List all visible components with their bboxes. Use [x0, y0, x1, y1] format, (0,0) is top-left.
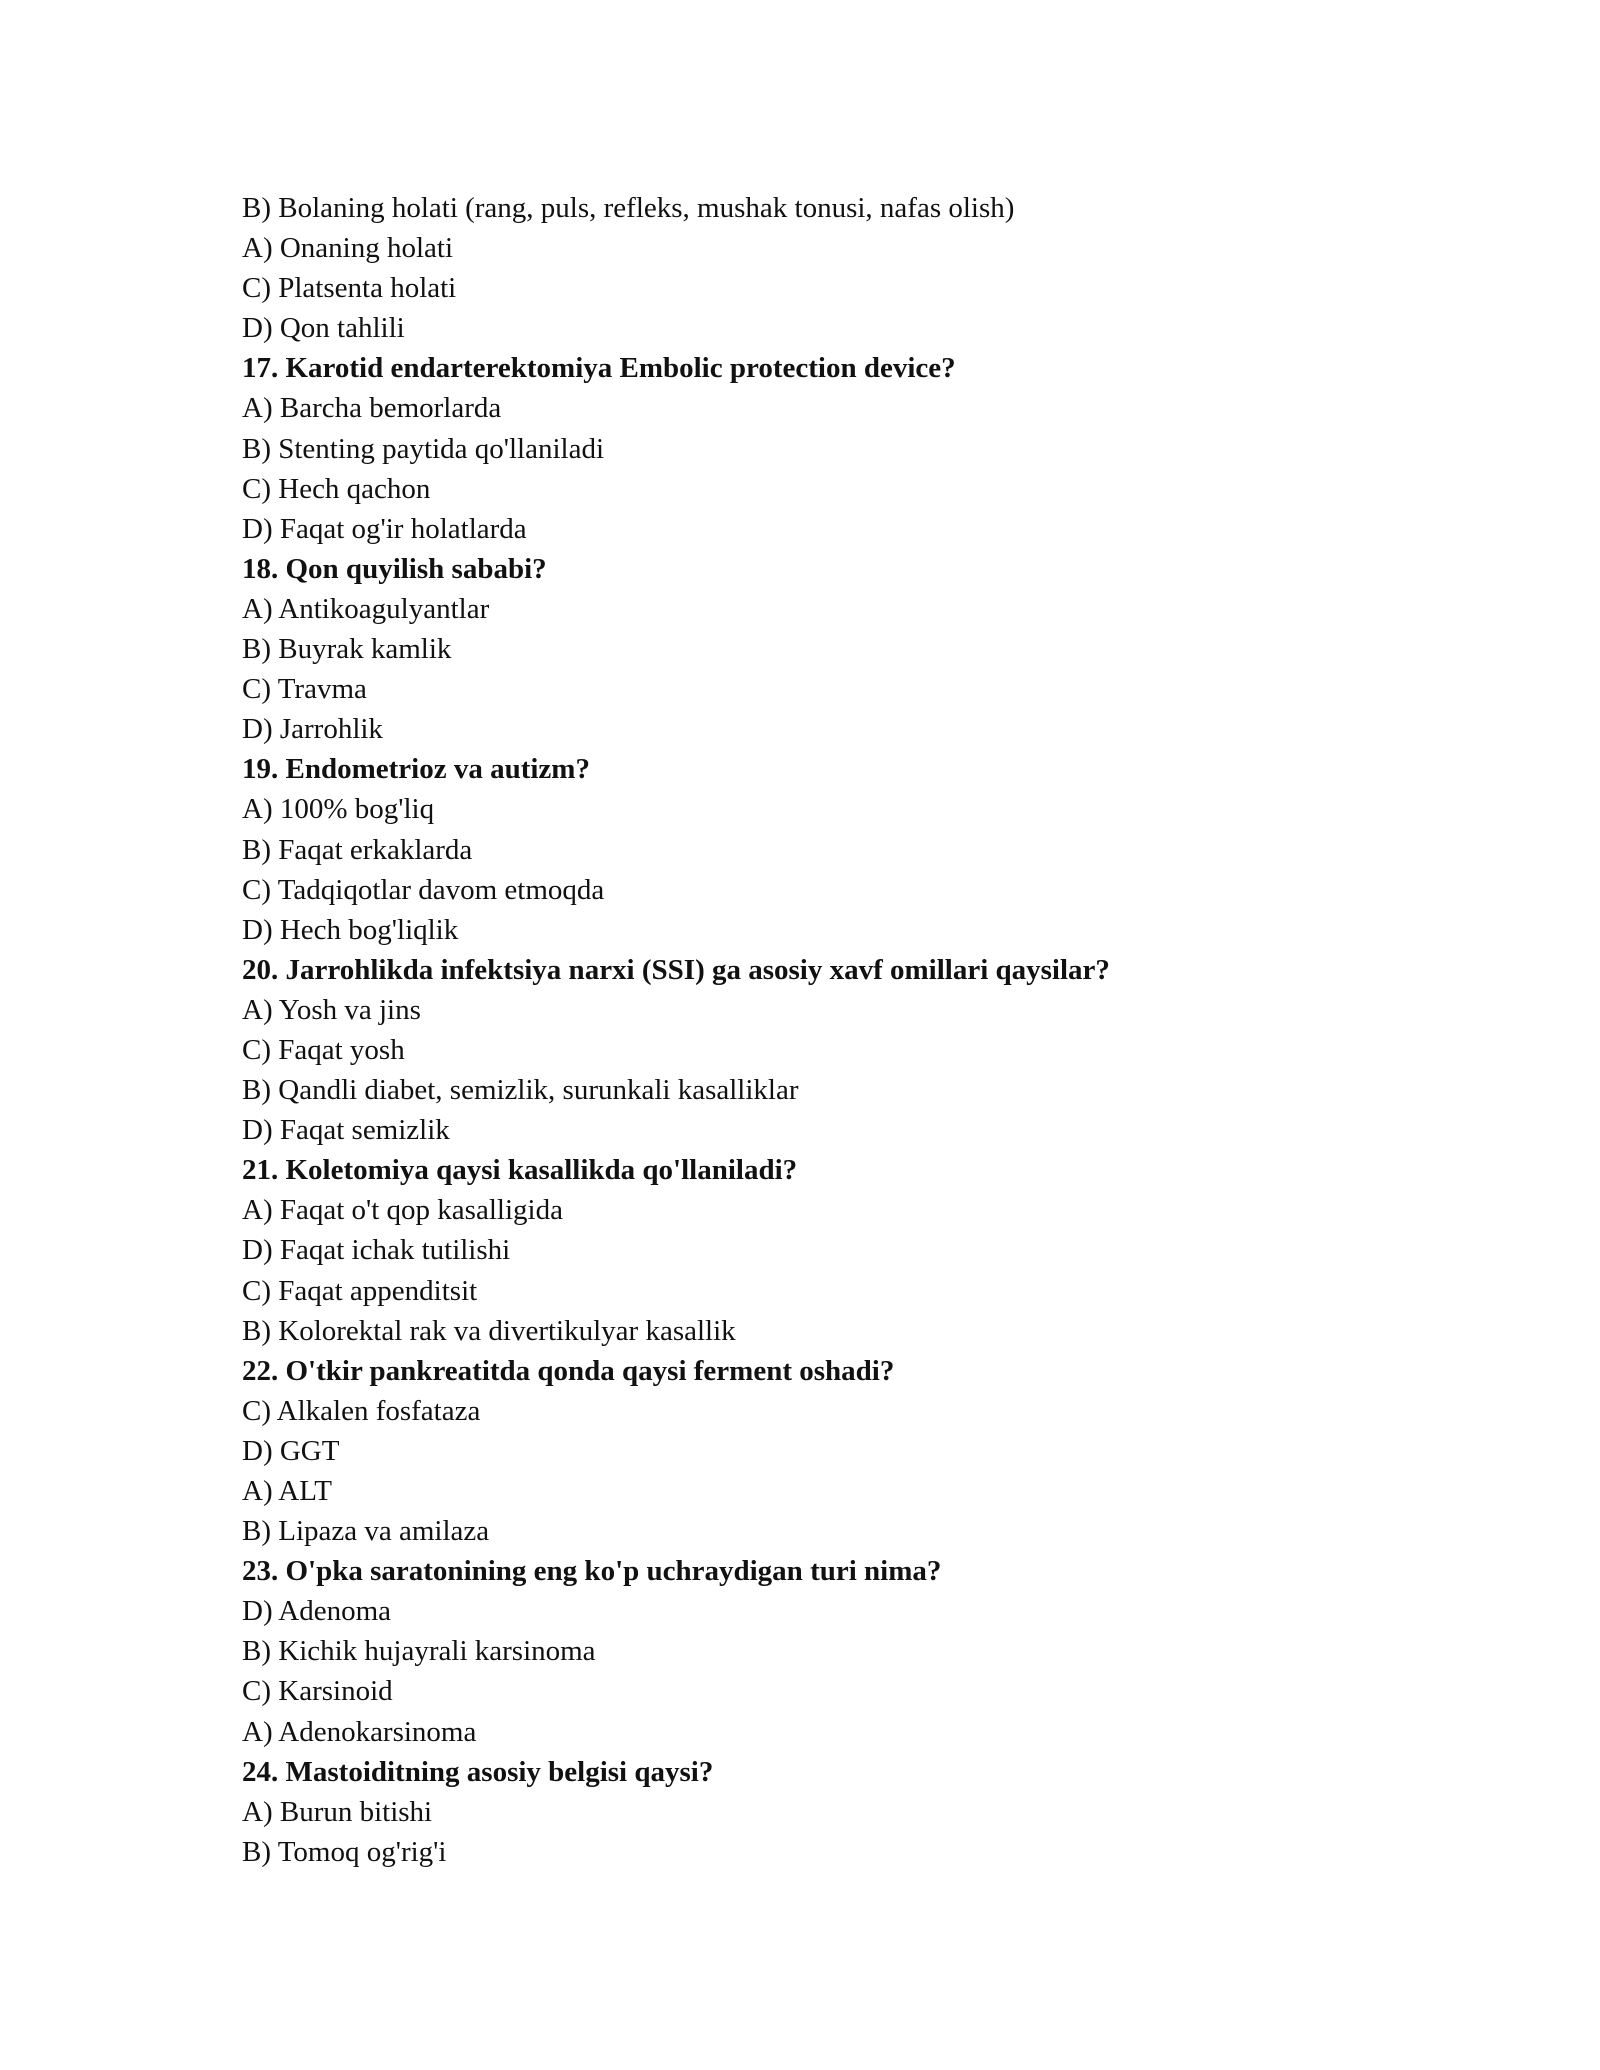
option-line: A) Antikoagulyantlar	[242, 592, 490, 625]
option-line: B) Qandli diabet, semizlik, surunkali kasalliklar	[242, 1074, 799, 1107]
option-line: A) Faqat o't qop kasalligida	[242, 1194, 563, 1227]
option-line: D) Jarrohlik	[242, 713, 383, 746]
option-line: A) Burun bitishi	[242, 1795, 433, 1828]
option-line: D) Hech bog'liqlik	[242, 913, 459, 946]
option-line: A) Onaning holati	[242, 232, 454, 265]
option-line: C) Travma	[242, 673, 367, 706]
question-17-title: 17. Karotid endarterektomiya Embolic protection device?	[242, 352, 956, 385]
option-line: A) Adenokarsinoma	[242, 1715, 477, 1748]
option-line: B) Faqat erkaklarda	[242, 833, 473, 866]
option-line: D) Faqat semizlik	[242, 1114, 450, 1147]
option-line: B) Stenting paytida qo'llaniladi	[242, 432, 605, 465]
option-line: B) Lipaza va amilaza	[242, 1515, 490, 1548]
option-line: C) Karsinoid	[242, 1675, 393, 1708]
option-line: B) Tomoq og'rig'i	[242, 1835, 447, 1868]
option-line: C) Faqat yosh	[242, 1033, 405, 1066]
option-line: C) Platsenta holati	[242, 272, 457, 305]
option-line: A) ALT	[242, 1475, 332, 1507]
question-23-title: 23. O'pka saratonining eng ko'p uchraydigan turi nima?	[242, 1555, 942, 1588]
option-line: C) Hech qachon	[242, 472, 431, 505]
question-19-title: 19. Endometrioz va autizm?	[242, 753, 590, 786]
option-line: D) Faqat ichak tutilishi	[242, 1234, 511, 1267]
option-line: A) Yosh va jins	[242, 993, 421, 1026]
option-line: B) Kolorektal rak va divertikulyar kasallik	[242, 1314, 736, 1347]
option-line: D) Qon tahlili	[242, 312, 405, 345]
option-line: D) Faqat og'ir holatlarda	[242, 512, 527, 545]
question-24-title: 24. Mastoiditning asosiy belgisi qaysi?	[242, 1755, 714, 1788]
option-line: B) Kichik hujayrali karsinoma	[242, 1635, 596, 1668]
option-line: D) GGT	[242, 1434, 340, 1467]
option-line: B) Bolaning holati (rang, puls, refleks, mushak tonusi, nafas olish)	[242, 192, 1015, 224]
option-line: C) Tadqiqotlar davom etmoqda	[242, 873, 605, 906]
question-22-title: 22. O'tkir pankreatitda qonda qaysi ferment oshadi?	[242, 1354, 895, 1387]
option-line: C) Faqat appenditsit	[242, 1274, 478, 1307]
option-line: C) Alkalen fosfataza	[242, 1394, 481, 1427]
question-21-title: 21. Koletomiya qaysi kasallikda qo'llaniladi?	[242, 1154, 798, 1187]
option-line: A) Barcha bemorlarda	[242, 392, 502, 425]
quiz-content	[242, 188, 1392, 1872]
question-18-title: 18. Qon quyilish sababi?	[242, 552, 547, 585]
option-line: D) Adenoma	[242, 1595, 391, 1628]
option-line: B) Buyrak kamlik	[242, 633, 452, 666]
question-20-title: 20. Jarrohlikda infektsiya narxi (SSI) ga asosiy xavf omillari qaysilar?	[242, 953, 1110, 986]
option-line: A) 100% bog'liq	[242, 793, 435, 826]
